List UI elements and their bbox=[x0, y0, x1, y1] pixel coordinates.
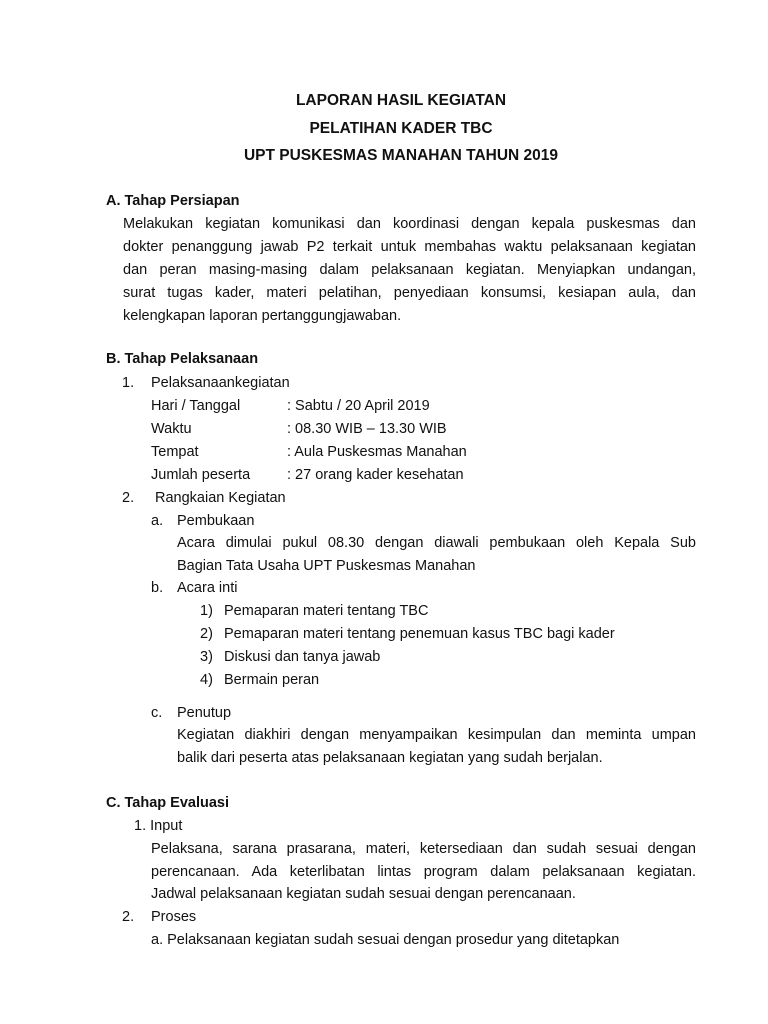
list-number: 2. bbox=[122, 490, 135, 506]
acara-item-number: 2) bbox=[200, 626, 213, 642]
acara-item-number: 1) bbox=[200, 603, 213, 619]
section-a-line: Melakukan kegiatan komunikasi dan koordinasi dengan kepala puskesmas dan bbox=[123, 216, 696, 232]
acara-item-text: Bermain peran bbox=[224, 672, 320, 688]
rangkaian-label: Rangkaian Kegiatan bbox=[155, 490, 286, 506]
input-line: perencanaan. Ada keterlibatan lintas program dalam pelaksanaan kegiatan. bbox=[151, 864, 696, 880]
detail-value-peserta: : 27 orang kader kesehatan bbox=[287, 467, 464, 483]
section-a-line: dan peran masing-masing dalam pelaksanaan kegiatan. Menyiapkan undangan, bbox=[123, 262, 696, 278]
penutup-line: balik dari peserta atas pelaksanaan kegiatan yang sudah berjalan. bbox=[177, 750, 603, 766]
detail-label-waktu: Waktu bbox=[151, 421, 192, 437]
section-b-heading: B. Tahap Pelaksanaan bbox=[106, 351, 259, 367]
list-number: 1. bbox=[122, 375, 135, 391]
acara-item-text: Pemaparan materi tentang penemuan kasus TBC bagi kader bbox=[224, 626, 615, 642]
sub-letter: a. bbox=[151, 513, 164, 529]
proses-sub-a: a. Pelaksanaan kegiatan sudah sesuai dengan prosedur yang ditetapkan bbox=[151, 932, 620, 948]
section-c-heading: C. Tahap Evaluasi bbox=[106, 795, 230, 811]
list-number: 2. bbox=[122, 909, 135, 925]
detail-value-hari: : Sabtu / 20 April 2019 bbox=[287, 398, 430, 414]
report-title-line1: LAPORAN HASIL KEGIATAN bbox=[295, 92, 507, 109]
detail-label-tempat: Tempat bbox=[151, 444, 199, 460]
section-a-line: surat tugas kader, materi pelatihan, penyediaan konsumsi, kesiapan aula, dan bbox=[123, 285, 696, 301]
input-line: Jadwal pelaksanaan kegiatan sudah sesuai dengan perencanaan. bbox=[151, 886, 576, 902]
acara-item-text: Diskusi dan tanya jawab bbox=[224, 649, 381, 665]
report-title-line3: UPT PUSKESMAS MANAHAN TAHUN 2019 bbox=[243, 147, 559, 164]
acara-item-text: Pemaparan materi tentang TBC bbox=[224, 603, 429, 619]
detail-value-waktu: : 08.30 WIB – 13.30 WIB bbox=[287, 421, 447, 437]
pembukaan-line: Acara dimulai pukul 08.30 dengan diawali pembukaan oleh Kepala Sub bbox=[177, 535, 696, 551]
detail-label-peserta: Jumlah peserta bbox=[151, 467, 251, 483]
penutup-label: Penutup bbox=[177, 705, 232, 721]
acara-inti-label: Acara inti bbox=[177, 580, 238, 596]
section-a-line: dokter penanggung jawab P2 terkait untuk membahas waktu pelaksanaan kegiatan bbox=[123, 239, 696, 255]
acara-item-number: 3) bbox=[200, 649, 213, 665]
sub-letter: c. bbox=[151, 705, 163, 721]
acara-item-number: 4) bbox=[200, 672, 213, 688]
penutup-line: Kegiatan diakhiri dengan menyampaikan kesimpulan dan meminta umpan bbox=[177, 727, 696, 743]
sub-letter: b. bbox=[151, 580, 164, 596]
pembukaan-line: Bagian Tata Usaha UPT Puskesmas Manahan bbox=[177, 558, 476, 574]
proses-label: Proses bbox=[151, 909, 197, 925]
report-title-line2: PELATIHAN KADER TBC bbox=[309, 120, 493, 137]
section-a-heading: A. Tahap Persiapan bbox=[106, 193, 240, 209]
section-a-line: kelengkapan laporan pertanggungjawaban. bbox=[123, 308, 402, 324]
detail-value-tempat: : Aula Puskesmas Manahan bbox=[287, 444, 467, 460]
input-line: Pelaksana, sarana prasarana, materi, ketersediaan dan sudah sesuai dengan bbox=[151, 841, 696, 857]
pelaksanaan-label: Pelaksanaankegiatan bbox=[151, 375, 290, 391]
pembukaan-label: Pembukaan bbox=[177, 513, 255, 529]
detail-label-hari: Hari / Tanggal bbox=[151, 398, 241, 414]
input-label: 1. Input bbox=[134, 818, 183, 834]
